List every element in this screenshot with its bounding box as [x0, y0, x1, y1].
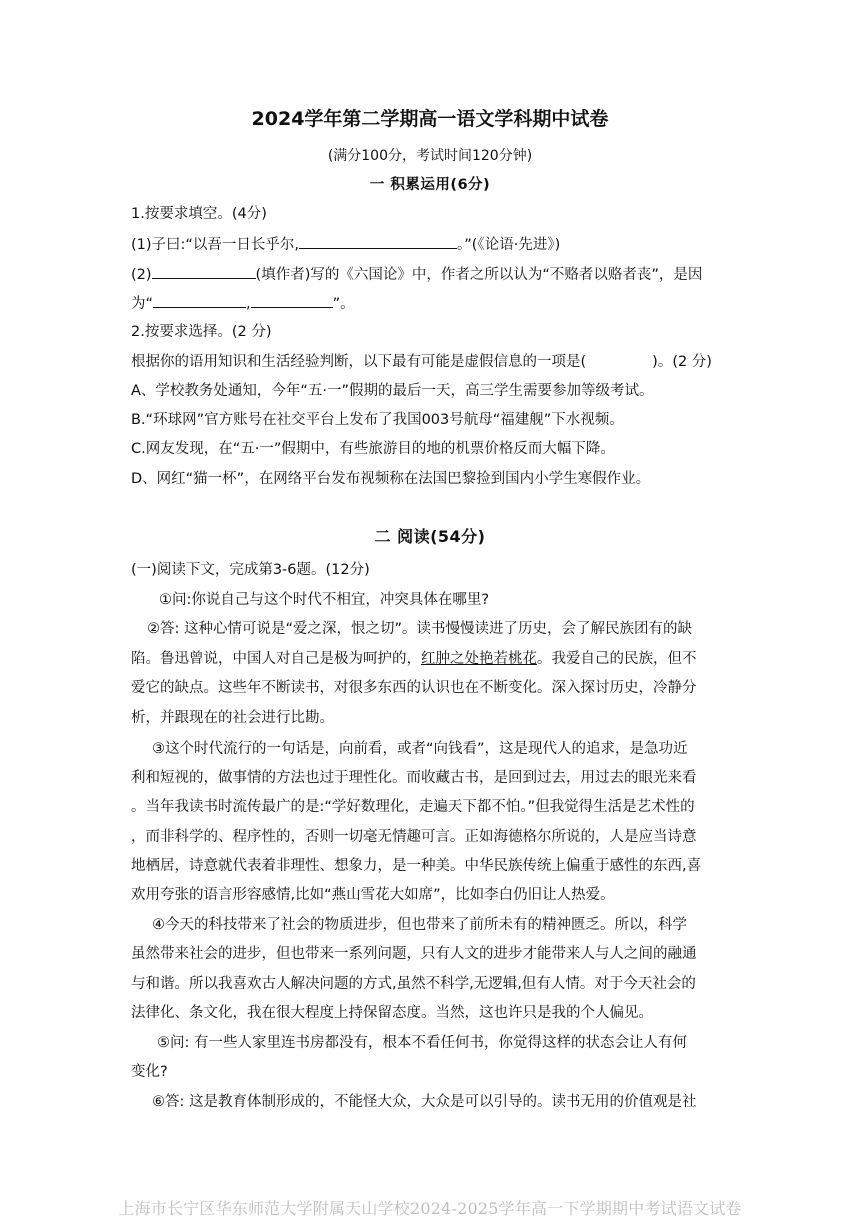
paragraph-line: 与和谐。所以我喜欢古人解决问题的方式,虽然不科学,无逻辑,但有人情。对于今天社会的 [131, 976, 696, 992]
paragraph-line: 欢用夸张的语言形容感情,比如“燕山雪花大如席”，比如李白仍旧让人热爱。 [131, 887, 615, 903]
paragraph-line: 利和短视的，做事情的方法也过于理性化。而收藏古书，是回到过去，用过去的眼光来看 [131, 770, 697, 786]
author-blank[interactable] [152, 264, 256, 279]
underlined-phrase: 红肿之处艳若桃花 [421, 651, 537, 667]
option-b: B.“环球网”官方账号在社交平台上发布了我国003号航母“福建舰”下水视频。 [131, 412, 624, 428]
question-1-item-2-line-2 [131, 293, 355, 314]
item-2-line-2-after: ”。 [332, 296, 355, 312]
paragraph-line: ⑤问: 有一些人家里连书房都没有，根本不看任何书，你觉得这样的状态会让人有何 [157, 1035, 687, 1051]
paragraph-line: ②答: 这种心情可说是“爱之深，恨之切”。读书慢慢读进了历史，会了解民族团有的缺 [147, 621, 693, 637]
item-2-prefix: (2) [131, 267, 152, 283]
option-c: C.网友发现，在“五·一”假期中，有些旅游目的地的机票价格反而大幅下降。 [131, 441, 615, 457]
footer-watermark: 上海市长宁区华东师范大学附属天山学校2024-2025学年高一下学期期中考试语文试卷 [118, 1199, 742, 1218]
question-1-item-1 [131, 234, 560, 255]
paragraph-line: ④今天的科技带来了社会的物质进步，但也带来了前所未有的精神匮乏。所以，科学 [152, 917, 687, 933]
option-d: D、网红“猫一杯”，在网络平台发布视频称在法国巴黎捡到国内小学生寒假作业。 [131, 471, 651, 487]
section-heading-1: 一 积累运用(6分) [369, 177, 491, 193]
paragraph-line: 。当年我读书时流传最广的是:“学好数理化，走遍天下都不怕。”但我觉得生活是艺术性的 [131, 799, 695, 815]
line-text: 。我爱自己的民族，但不 [537, 651, 697, 667]
paragraph-line [131, 649, 697, 669]
question-1-item-2 [131, 264, 702, 285]
question-1-prompt: 1.按要求填空。(4分) [131, 206, 267, 222]
item-2-text: (填作者)写的《六国论》中，作者之所以认为“不赂者以赂者丧”，是因 [255, 267, 703, 283]
reading-intro: (一)阅读下文，完成第3-6题。(12分) [131, 562, 370, 578]
item-1-text-before: (1)子曰:“以吾一日长乎尔, [131, 237, 300, 253]
paragraph-line: 地栖居，诗意就代表着非理性、想象力，是一种美。中华民族传统上偏重于感性的东西,喜 [131, 858, 702, 874]
paragraph-line: 析，并跟现在的社会进行比勘。 [131, 710, 334, 726]
item-2-line-2-before: 为“ [131, 296, 154, 312]
item-2-line-2-mid: , [246, 296, 251, 312]
page-subtitle: (满分100分，考试时间120分钟) [327, 148, 533, 164]
answer-blank[interactable] [251, 293, 333, 308]
answer-blank[interactable] [299, 234, 457, 249]
page-title: 2024学年第二学期高一语文学科期中试卷 [251, 108, 609, 130]
answer-blank[interactable] [153, 293, 246, 308]
section-heading-2: 二 阅读(54分) [374, 527, 486, 546]
question-2-stem [131, 352, 712, 372]
paragraph-line: 变化? [131, 1064, 168, 1080]
paragraph-line: ③这个时代流行的一句话是，向前看，或者“向钱看”，这是现代人的追求，是急功近 [152, 741, 688, 757]
option-a: A、学校教务处通知，今年“五·一”假期的最后一天，高三学生需要参加等级考试。 [131, 383, 654, 399]
paragraph-line: 法律化、条文化，我在很大程度上持保留态度。当然，这也许只是我的个人偏见。 [131, 1005, 653, 1021]
question-2-stem-after: )。(2 分) [652, 354, 712, 370]
paragraph-line: 虽然带来社会的进步，但也带来一系列问题，只有人文的进步才能带来人与人之间的融通 [131, 946, 697, 962]
paragraph-line: ⑥答: 这是教育体制形成的，不能怪大众，大众是可以引导的。读书无用的价值观是社 [152, 1094, 697, 1110]
paragraph-line: ，而非科学的、程序性的，否则一切毫无情趣可言。正如海德格尔所说的，人是应当诗意 [131, 829, 697, 845]
paragraph-line: ①问:你说自己与这个时代不相宜，冲突具体在哪里? [159, 592, 490, 608]
item-1-text-after: 。”(《论语·先进》) [457, 237, 561, 253]
line-text: 陷。鲁迅曾说，中国人对自己是极为呵护的， [131, 651, 421, 667]
question-2-prompt: 2.按要求选择。(2 分) [131, 324, 272, 340]
question-2-stem-before: 根据你的语用知识和生活经验判断，以下最有可能是虚假信息的一项是( [131, 354, 587, 370]
paragraph-line: 爱它的缺点。这些年不断读书，对很多东西的认识也在不断变化。深入探讨历史，冷静分 [131, 680, 697, 696]
